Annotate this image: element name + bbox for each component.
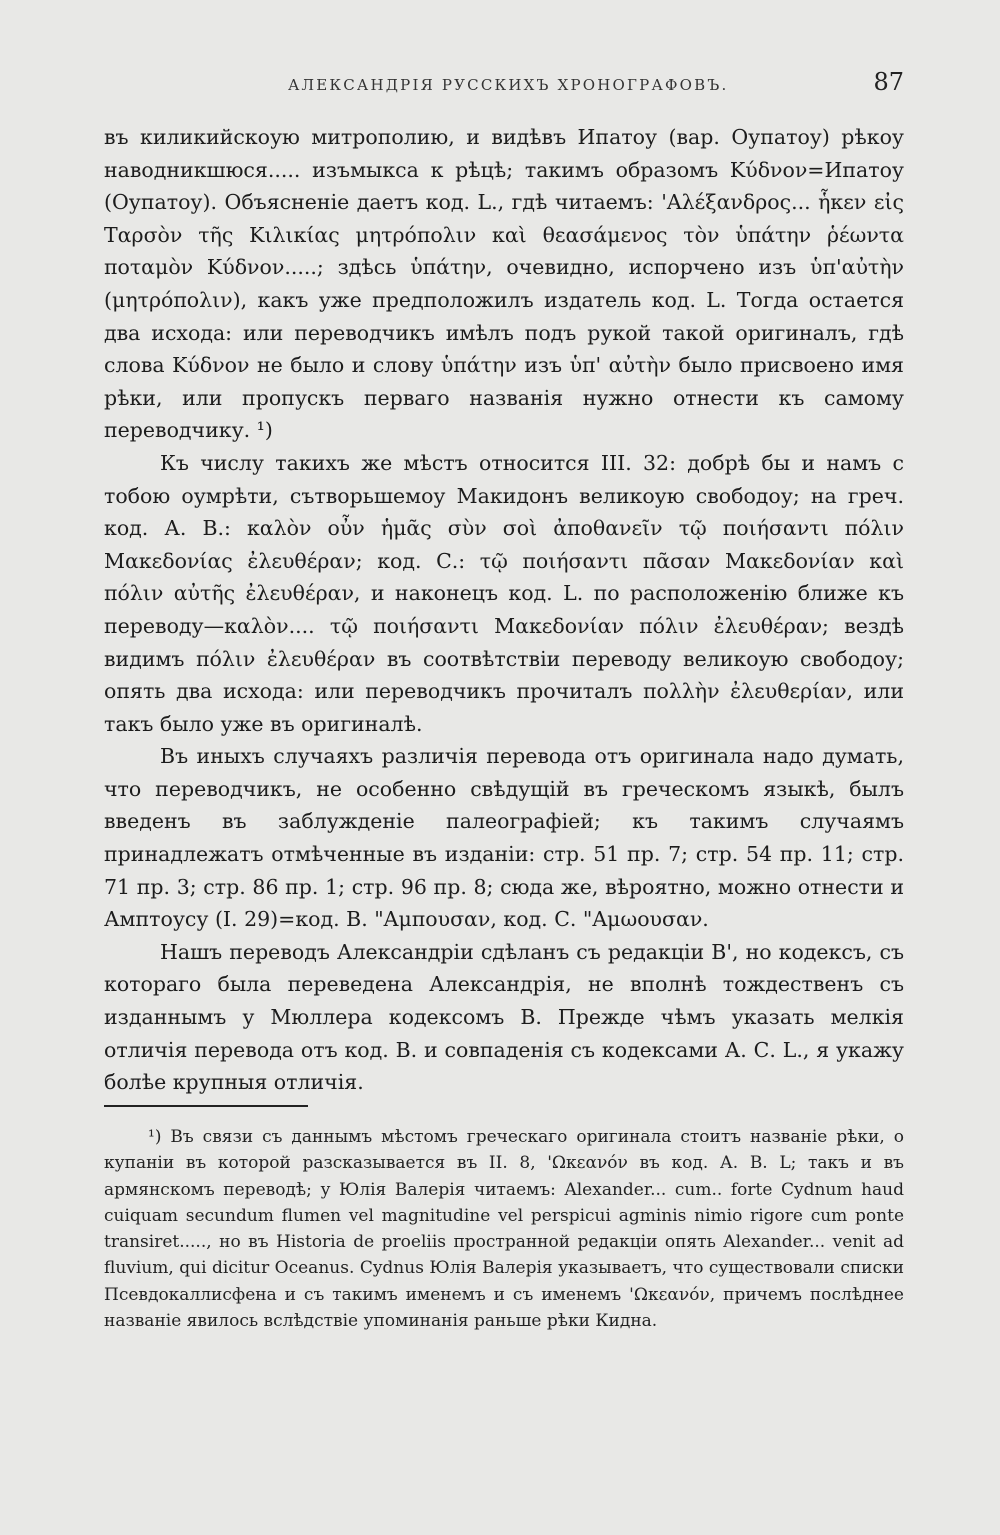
- page-number: 87: [873, 68, 904, 96]
- footnote: ¹) Въ связи съ даннымъ мѣстомъ греческаго оригинала стоитъ названіе рѣки, о купаніи въ которой разсказывается въ II. 8, 'Ωκεανόν въ код. А. В. L; такъ и въ армянскомъ переводѣ; у Юлія Валерія читаемъ: Alexander... cum.. forte Cydnum haud cuiquam secundum flumen vel magnitudine vel perspicui agminis nimio rigore cum ponte transiret....., но въ Historia de proeliis пространной редакціи опять Alexander... venit ad fluvium, qui dicitur Oceanus. Cydnus Юлія Валерія указываетъ, что существовали списки Псевдокаллисфена и съ такимъ именемъ и съ именемъ 'Ωκεανόν, причемъ послѣднее названіе явилось вслѣдствіе упоминанія раньше рѣки Кидна.: [104, 1127, 904, 1332]
- main-text: [104, 121, 904, 1099]
- paragraph-1: въ киликийскоую митрополию, и видѣвъ Ипатоу (вар. Оупатоу) рѣкоу наводникшюся..... изъмыкса к рѣцѣ; такимъ образомъ Κύδνον=Ипатоу (Оупатоу). Объясненіе даетъ код. L., гдѣ читаемъ: 'Αλέξανδρος... ἧκεν εἰς Ταρσὸν τῆς Κιλικίας μητρόπολιν καὶ θεασάμενος τὸν ὑπάτην ῥέωντα ποταμὸν Κύδνον.....; здѣсь ὑπάτην, очевидно, испорчено изъ ὑπ'αὐτὴν (μητρόπολιν), какъ уже предположилъ издатель код. L. Тогда остается два исхода: или переводчикъ имѣлъ подъ рукой такой оригиналъ, гдѣ слова Κύδνον не было и слову ὑπάτην изъ ὑπ' αὐτὴν было присвоено имя рѣки, или пропускъ перваго названія нужно отнести къ самому переводчику. ¹): [104, 125, 904, 443]
- running-head: АЛЕКСАНДРІЯ РУССКИХЪ ХРОНОГРАФОВЪ.: [288, 76, 729, 94]
- paragraph-3: Въ иныхъ случаяхъ различія перевода отъ оригинала надо думать, что переводчикъ, не особенно свѣдущій въ греческомъ языкѣ, былъ введенъ въ заблужденіе палеографіей; къ такимъ случаямъ принадлежатъ отмѣченные въ изданіи: стр. 51 пр. 7; стр. 54 пр. 11; стр. 71 пр. 3; стр. 86 пр. 1; стр. 96 пр. 8; сюда же, вѣроятно, можно отнести и Амптоусу (I. 29)=код. В. "Αμπουσαν, код. С. "Αμωουσαν.: [104, 744, 904, 932]
- footnote-rule: [104, 1105, 308, 1107]
- page-header: [104, 68, 904, 102]
- paragraph-2: Къ числу такихъ же мѣстъ относится III. 32: добрѣ бы и намъ с тобою оумрѣти, сътворьшемоу Макидонъ великоую свободоу; на греч. код. А. В.: καλὸν οὖν ἡμᾶς σὺν σοὶ ἀποθανεῖν τῷ ποιήσαντι πόλιν Μακεδονίας ἐλευθέραν; код. С.: τῷ ποιήσαντι πᾶσαν Μακεδονίαν καὶ πόλιν αὐτῆς ἐλευθέραν, и наконецъ код. L. по расположенію ближе къ переводу—καλὸν.... τῷ ποιήσαντι Μακεδονίαν πόλιν ἐλευθέραν; вездѣ видимъ πόλιν ἐλευθέραν въ соотвѣтствіи переводу великоую свободоу; опять два исхода: или переводчикъ прочиталъ πολλὴν ἐλευθερίαν, или такъ было уже въ оригиналѣ.: [104, 450, 904, 736]
- paragraph-4: Нашъ переводъ Александріи сдѣланъ съ редакціи В', но кодексъ, съ котораго была переведена Александрія, не вполнѣ тождественъ съ изданнымъ у Мюллера кодексомъ В. Прежде чѣмъ указать мелкія отличія перевода отъ код. В. и совпаденія съ кодексами А. С. L., я укажу болѣе крупныя отличія.: [104, 939, 904, 1095]
